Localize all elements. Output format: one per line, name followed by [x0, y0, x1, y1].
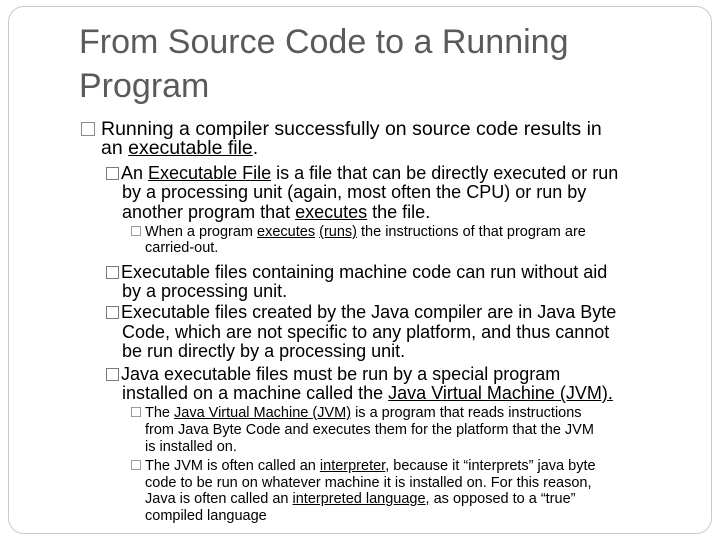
sub-sub-bullet-1: When a program executes (runs) the instructions of that program are [131, 224, 586, 241]
sub-bullet-2: Executable files containing machine code can run without aid [106, 262, 607, 282]
sub-sub-bullet-3: The JVM is often called an interpreter, because it “interprets” java byte [131, 458, 596, 475]
square-bullet-icon [81, 122, 95, 136]
bullet-1 [81, 119, 602, 139]
executable-file-term: executable file [128, 137, 253, 159]
jvm-term: Java Virtual Machine (JVM). [388, 383, 613, 403]
sub-sub-bullet-3-line-4: compiled language [145, 508, 267, 524]
sub-bullet-2-line-2: by a processing unit. [122, 281, 288, 301]
bullet-1-text-a: Running a compiler successfully on source code results in [101, 118, 602, 140]
square-bullet-icon [131, 460, 141, 470]
square-bullet-icon [131, 226, 141, 236]
executable-file-term: Executable File [148, 163, 272, 183]
executes-term: executes [295, 202, 368, 222]
sub-bullet-1-line-3: another program that executes the file. [122, 202, 431, 222]
sub-bullet-4-line-2: installed on a machine called the Java Virtual Machine (JVM). [122, 383, 613, 403]
sub-sub-bullet-2-line-2: from Java Byte Code and executes them for the platform that the JVM [145, 422, 594, 438]
sub-sub-bullet-3-line-2: code to be run on whatever machine it is installed on. For this reason, [145, 475, 592, 491]
interpreter-term: interpreter [319, 458, 386, 474]
sub-bullet-3-line-3: be run directly by a processing unit. [122, 341, 406, 361]
sub-bullet-1: An Executable File is a file that can be directly executed or run [106, 163, 618, 183]
sub-bullet-3: Executable files created by the Java compiler are in Java Byte [106, 302, 616, 322]
sub-sub-bullet-2: The Java Virtual Machine (JVM) is a program that reads instructions [131, 405, 582, 422]
sub-sub-bullet-3-line-3: Java is often called an interpreted language, as opposed to a “true” [145, 491, 576, 507]
jvm-term: Java Virtual Machine (JVM) [174, 405, 352, 421]
interpreted-language-term: interpreted language [292, 491, 426, 507]
sub-bullet-3-line-2: Code, which are not specific to any platform, and thus cannot [122, 322, 610, 342]
executes-term: executes [257, 224, 316, 240]
title-line-1: From Source Code to a Running [79, 23, 569, 61]
runs-term: (runs) [319, 224, 357, 240]
square-bullet-icon [106, 167, 119, 180]
sub-bullet-4: Java executable files must be run by a special program [106, 364, 560, 384]
square-bullet-icon [131, 407, 141, 417]
bullet-1-line-2: an executable file. [101, 137, 259, 159]
square-bullet-icon [106, 266, 119, 279]
square-bullet-icon [106, 368, 119, 381]
slide-title [79, 20, 679, 108]
sub-sub-bullet-1-line-2: carried-out. [145, 240, 219, 256]
title-line-2: Program [79, 67, 210, 105]
square-bullet-icon [106, 306, 119, 319]
sub-bullet-1-line-2: by a processing unit (again, most often the CPU) or run by [122, 182, 587, 202]
sub-sub-bullet-2-line-3: is installed on. [145, 439, 237, 455]
